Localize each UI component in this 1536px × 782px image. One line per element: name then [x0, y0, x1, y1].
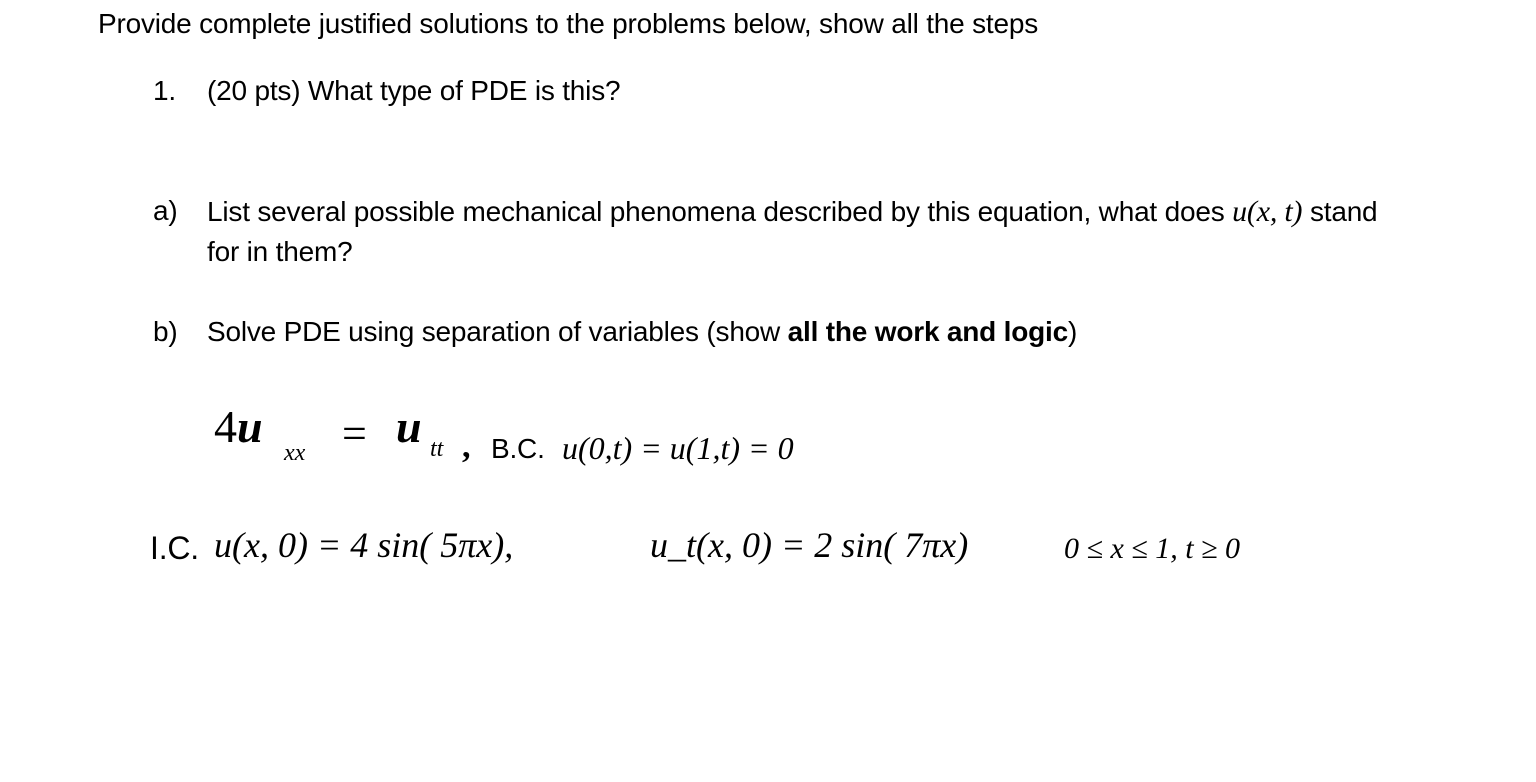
part-b-label: b) [153, 316, 178, 347]
equation-comma: , [462, 428, 471, 465]
part-b-line [207, 316, 1077, 348]
equation-coef: 4 [214, 401, 237, 452]
equation-u-rhs: u [396, 401, 422, 452]
part-b-bold-text: all the work and logic [787, 316, 1068, 347]
part-a-text: List several possible mechanical phenomena described by this equation, what does [207, 196, 1225, 227]
ic-expression-2: u_t(x, 0) = 2 sin( 7πx) [650, 525, 969, 565]
part-a-text-after: stand [1309, 196, 1378, 227]
equation-coef-u [214, 400, 263, 453]
equation-equals: = [342, 409, 367, 458]
problem-1-number: 1. [153, 75, 176, 106]
domain-expression: 0 ≤ x ≤ 1, t ≥ 0 [1064, 532, 1241, 565]
part-a-line-2: for in them? [207, 236, 353, 267]
part-a-label: a) [153, 195, 178, 226]
part-a-line-1 [207, 195, 1377, 229]
bc-label: B.C. [491, 433, 545, 464]
part-b-text-after: ) [1068, 316, 1078, 347]
equation-u-lhs: u [237, 401, 263, 452]
ic-expression-1: u(x, 0) = 4 sin( 5πx), [214, 525, 514, 565]
instructions-text: Provide complete justified solutions to the problems below, show all the steps [98, 8, 1039, 39]
equation-sub-xx: xx [284, 440, 306, 466]
part-a-math-u: u(x, t) [1232, 195, 1303, 228]
part-b-text: Solve PDE using separation of variables (show [207, 316, 788, 347]
bc-expression: u(0,t) = u(1,t) = 0 [562, 430, 794, 466]
equation-sub-tt: tt [430, 436, 444, 462]
problem-1-text: (20 pts) What type of PDE is this? [207, 75, 621, 106]
ic-label: I.C. [150, 530, 199, 566]
